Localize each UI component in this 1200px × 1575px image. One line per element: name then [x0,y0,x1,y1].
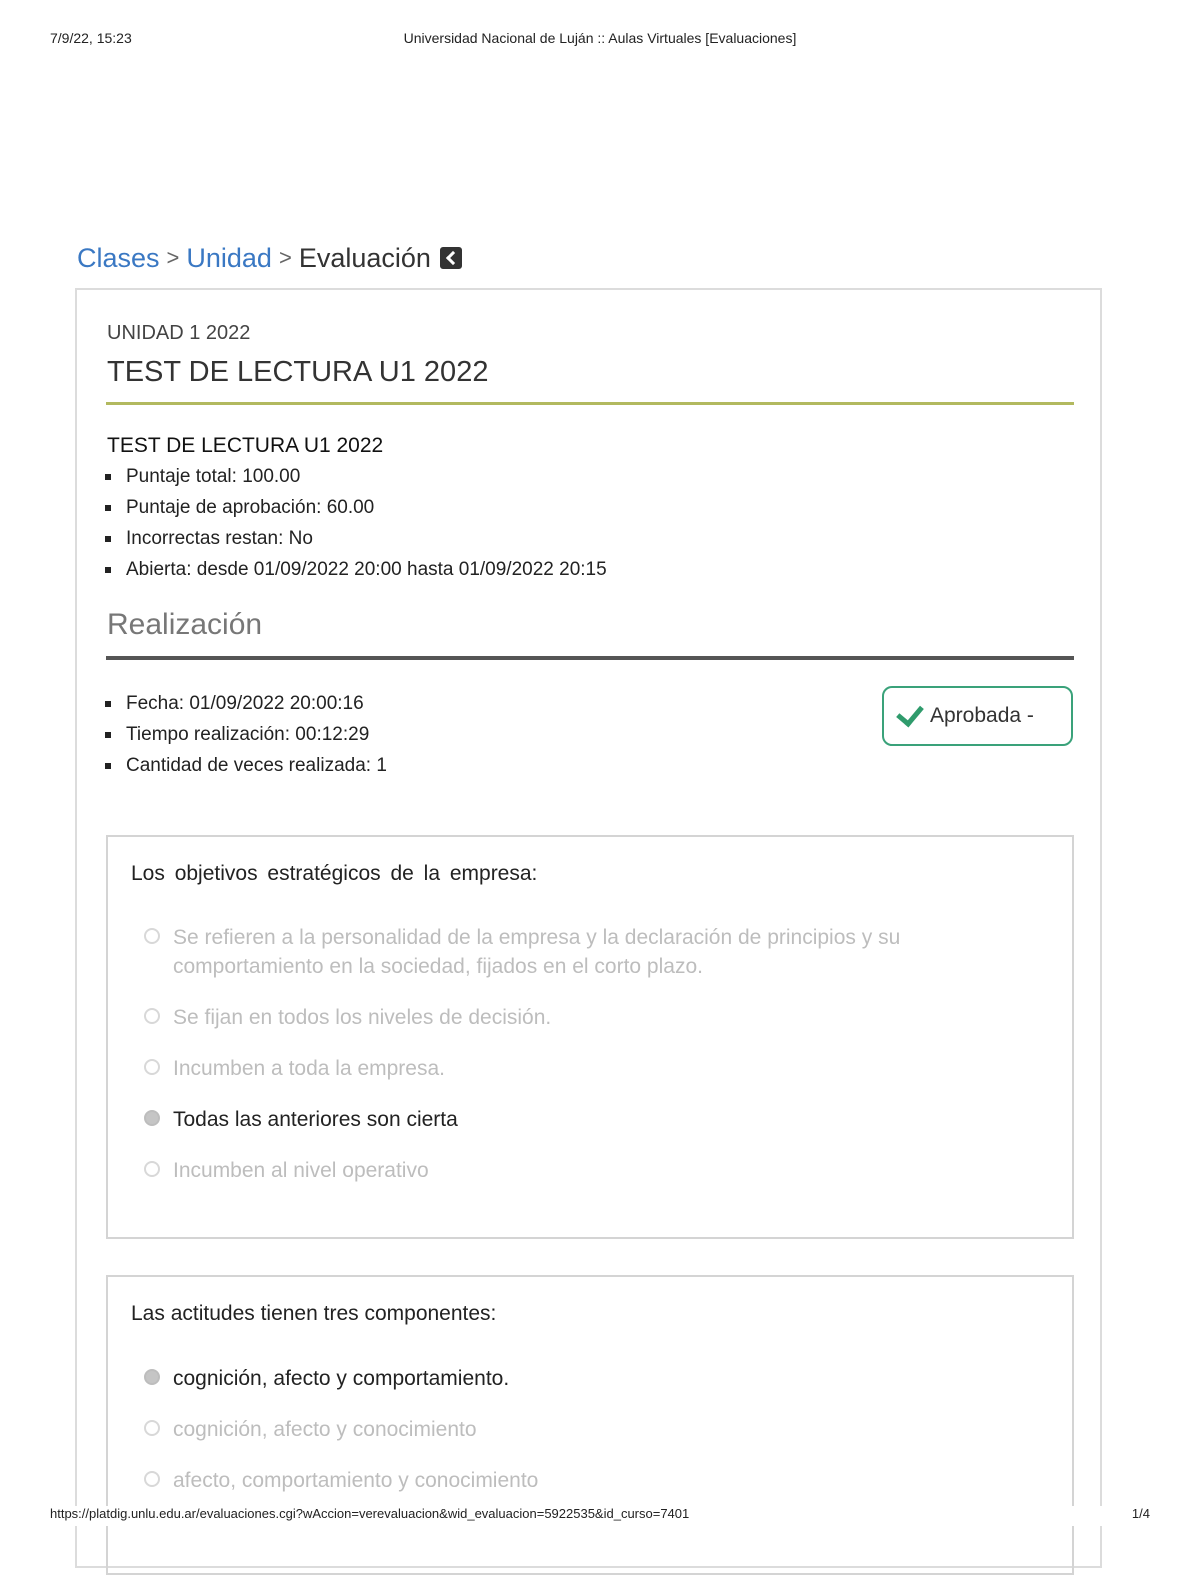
list-item: Abierta: desde 01/09/2022 20:00 hasta 01/09/2022 20:15 [105,554,607,585]
option-label: afecto, comportamiento y conocimiento [173,1469,539,1492]
print-page-title: Universidad Nacional de Luján :: Aulas Virtuales [Evaluaciones] [403,30,797,46]
breadcrumb-current: Evaluación [298,242,431,273]
answer-option[interactable] [144,1156,1013,1185]
page-number: 1/4 [1131,1506,1150,1521]
radio-button-checked[interactable] [144,1369,160,1385]
question-card [106,1275,1074,1575]
section-divider [106,656,1074,660]
breadcrumb-separator: > [278,245,292,270]
breadcrumb [77,240,462,276]
option-label: Se refieren a la personalidad de la empresa y la declaración de principios y su comportamiento en la sociedad, fijados en el corto plazo. [173,926,901,978]
back-arrow-icon[interactable] [440,247,462,269]
question-text: Las actitudes tienen tres componentes: [131,1302,497,1325]
title-divider [106,402,1074,405]
answer-option-selected[interactable] [144,1105,1013,1134]
print-date: 7/9/22, 15:23 [50,30,132,46]
list-item: Tiempo realización: 00:12:29 [105,719,387,750]
check-icon [896,699,924,728]
evaluation-info-list [105,461,607,585]
question-text: Los objetivos estratégicos de la empresa: [131,862,538,885]
evaluation-title: TEST DE LECTURA U1 2022 [107,356,489,388]
status-label: Aprobada - [930,704,1034,727]
radio-button-checked[interactable] [144,1110,160,1126]
list-item: Puntaje total: 100.00 [105,461,607,492]
breadcrumb-clases-link[interactable]: Clases [77,242,160,273]
answer-option[interactable] [144,923,1013,981]
list-item: Cantidad de veces realizada: 1 [105,750,387,781]
answer-option[interactable] [144,1415,1013,1444]
status-badge [882,686,1073,746]
print-url: https://platdig.unlu.edu.ar/evaluaciones.cgi?wAccion=verevaluacion&wid_evaluacion=5922535&id_curso=7401 [50,1506,690,1521]
radio-button[interactable] [144,1059,160,1075]
radio-button[interactable] [144,928,160,944]
print-header [50,30,1150,50]
answer-option[interactable] [144,1003,1013,1032]
option-label: Incumben a toda la empresa. [173,1057,445,1080]
realizacion-details-list [105,688,387,781]
radio-button[interactable] [144,1161,160,1177]
unit-label: UNIDAD 1 2022 [107,322,251,344]
radio-button[interactable] [144,1008,160,1024]
option-label: Incumben al nivel operativo [173,1159,429,1182]
option-label: cognición, afecto y conocimiento [173,1418,477,1441]
info-title: TEST DE LECTURA U1 2022 [107,434,384,457]
radio-button[interactable] [144,1471,160,1487]
question-card [106,835,1074,1239]
radio-button[interactable] [144,1420,160,1436]
answer-option-selected[interactable] [144,1364,1013,1393]
breadcrumb-separator: > [166,245,180,270]
realizacion-title: Realización [107,608,263,641]
option-label: Se fijan en todos los niveles de decisión. [173,1006,552,1029]
print-footer [50,1506,1150,1526]
list-item: Fecha: 01/09/2022 20:00:16 [105,688,387,719]
option-label: cognición, afecto y comportamiento. [173,1367,510,1390]
answer-option[interactable] [144,1054,1013,1083]
breadcrumb-unidad-link[interactable]: Unidad [186,242,272,273]
answer-option[interactable] [144,1466,1013,1495]
option-label: Todas las anteriores son cierta [173,1108,458,1131]
list-item: Puntaje de aprobación: 60.00 [105,492,607,523]
list-item: Incorrectas restan: No [105,523,607,554]
